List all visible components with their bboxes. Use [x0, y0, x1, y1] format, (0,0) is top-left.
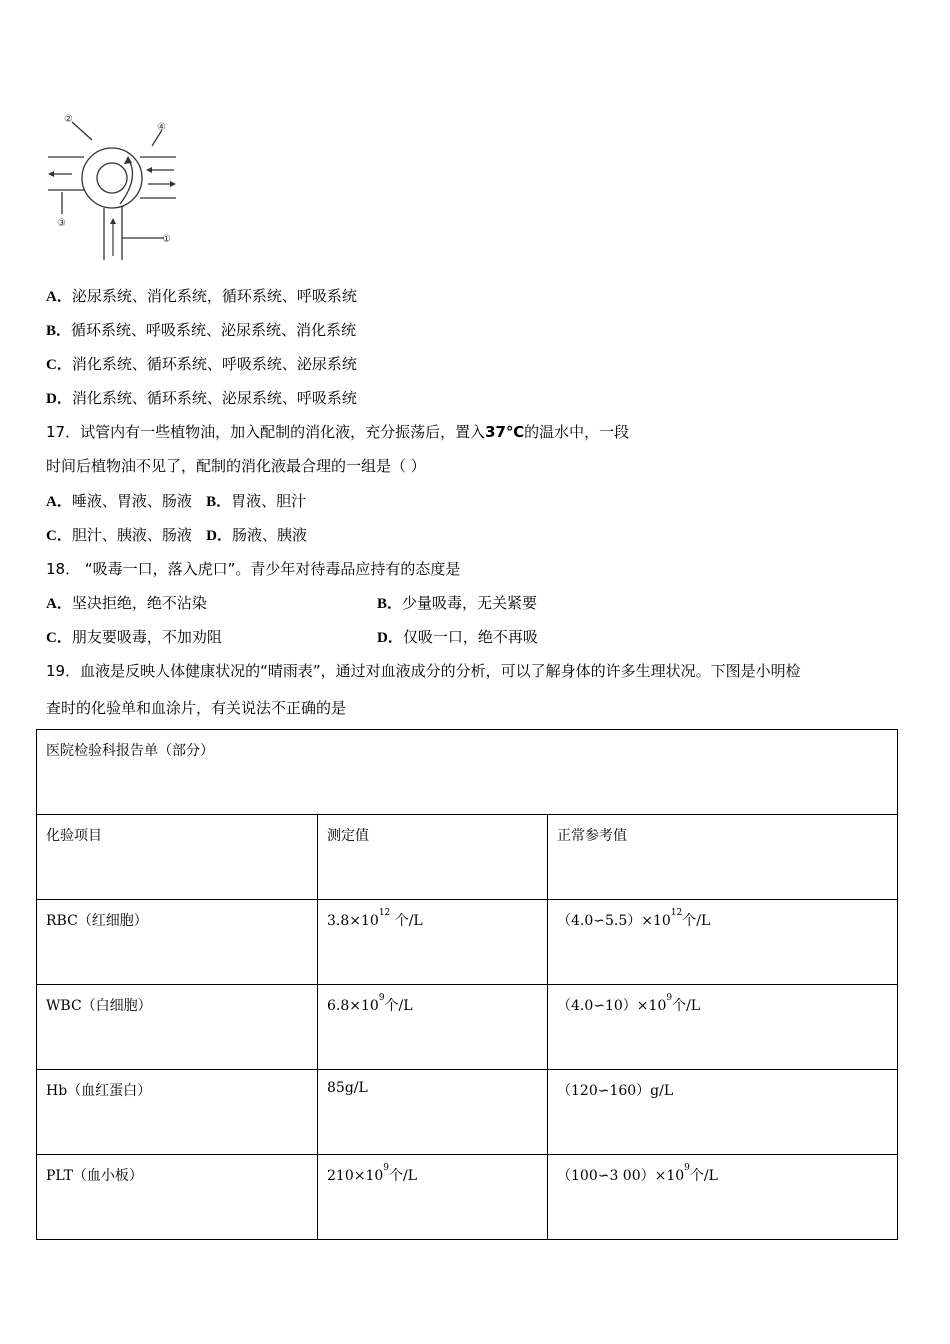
organ-exchange-diagram: [40, 108, 190, 268]
q18-option-b[interactable]: B．少量吸毒，无关紧要: [377, 594, 538, 612]
q18-stem: 18． “吸毒一口，落入虎口”。青少年对待毒品应持有的态度是: [46, 560, 461, 578]
row-item: WBC（白细胞）: [37, 985, 318, 1070]
q19-stem-line1: 19．血液是反映人体健康状况的“晴雨表”，通过对血液成分的分析，可以了解身体的许多生理状况。下图是小明检: [46, 662, 801, 680]
q19-stem-line2: 查时的化验单和血涂片，有关说法不正确的是: [46, 699, 347, 717]
row-value: $6.8\times 10^9$个/L: [318, 985, 548, 1070]
q16-option-a[interactable]: A．泌尿系统、消化系统，循环系统、呼吸系统: [46, 287, 357, 305]
q18-option-a[interactable]: A．坚决拒绝，绝不沾染: [46, 594, 207, 612]
lab-report-table: [36, 729, 898, 1240]
row-value: $3.8\times 10^{12}$ 个/L: [318, 900, 548, 985]
q16-option-d[interactable]: D．消化系统、循环系统、泌尿系统、呼吸系统: [46, 389, 357, 407]
q17-stem-line1: 17．试管内有一些植物油，加入配制的消化液，充分振荡后，置入37℃的温水中，一段: [46, 423, 630, 441]
row-value: $210\times 10^9$个/L: [318, 1155, 548, 1240]
marker-2: ②: [64, 114, 73, 125]
header-reference: 正常参考值: [548, 815, 898, 900]
row-reference: （120∽160）g/L: [548, 1070, 898, 1155]
q17-options-ab[interactable]: A．唾液、胃液、肠液 B．胃液、胆汁: [46, 492, 307, 510]
table-row: [37, 900, 898, 985]
q17-stem-line2: 时间后植物油不见了，配制的消化液最合理的一组是（ ）: [46, 457, 426, 475]
table-row: [37, 1155, 898, 1240]
row-reference: $(4.0∽5.5)\times 10^{12}$个/L: [548, 900, 898, 985]
row-item: Hb（血红蛋白）: [37, 1070, 318, 1155]
q18-option-d[interactable]: D．仅吸一口，绝不再吸: [377, 628, 538, 646]
table-row: [37, 1070, 898, 1155]
report-title: 医院检验科报告单（部分）: [37, 730, 898, 815]
marker-1: ①: [162, 234, 171, 245]
header-value: 测定值: [318, 815, 548, 900]
q16-option-b[interactable]: B．循环系统、呼吸系统、泌尿系统、消化系统: [46, 321, 357, 339]
row-reference: $(4.0∽10)\times 10^9$个/L: [548, 985, 898, 1070]
q18-option-c[interactable]: C．朋友要吸毒，不加劝阻: [46, 628, 222, 646]
marker-3: ③: [57, 218, 66, 229]
row-value: 85g/L: [318, 1070, 548, 1155]
table-row: [37, 985, 898, 1070]
row-item: RBC（红细胞）: [37, 900, 318, 985]
marker-4: ④: [157, 122, 166, 133]
q16-option-c[interactable]: C．消化系统、循环系统、呼吸系统、泌尿系统: [46, 355, 357, 373]
row-reference: （100∽3 $00)\times 10^9$个/L: [548, 1155, 898, 1240]
row-item: PLT（血小板）: [37, 1155, 318, 1240]
header-item: 化验项目: [37, 815, 318, 900]
q17-options-cd[interactable]: C．胆汁、胰液、肠液 D．肠液、胰液: [46, 526, 308, 544]
